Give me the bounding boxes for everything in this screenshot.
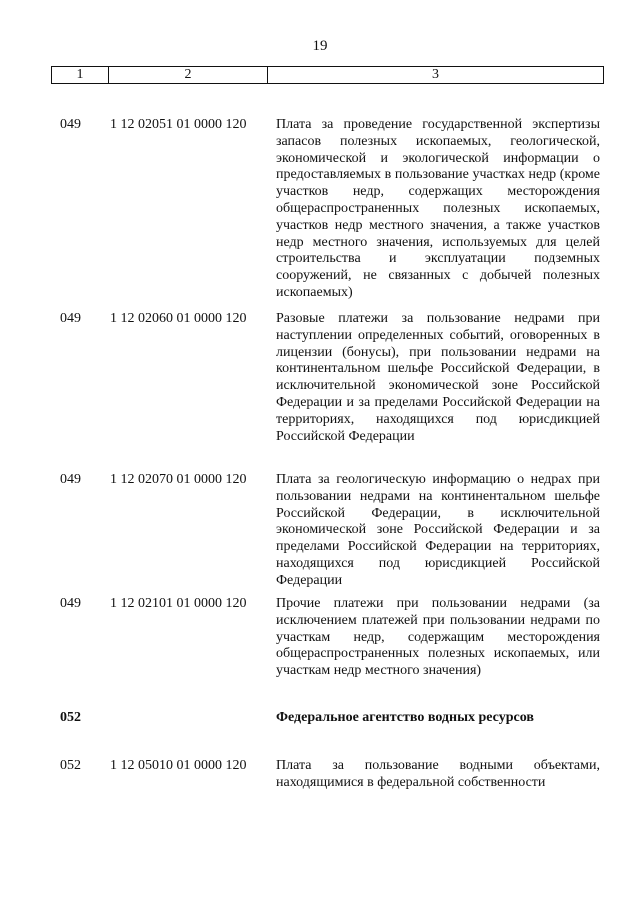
agency-name: Федеральное агентство водных ресурсов	[276, 710, 534, 725]
revenue-code: 1 12 05010 01 0000 120	[110, 758, 247, 773]
admin-code: 049	[60, 117, 81, 132]
admin-code: 052	[60, 758, 81, 773]
revenue-name: Разовые платежи за пользование недрами при наступлении определенных событий, оговоренных в лицензии (бонусы), при пользовании недрами на континентальном шельфе Российской Федерации, в исключительной экономической зоне Российской Федерации и за пределами Российской Федерации на территориях, находящихся под юрисдикцией Российской Федерации	[276, 311, 600, 444]
revenue-name: Плата за проведение государственной экспертизы запасов полезных ископаемых, геологической, экономической и экологической информации о предоставляемых в пользование участках недр (кроме участков недр, содержащих месторождения общераспространенных полезных ископаемых, участков недр местного значения, а также участков недр местного значения, используемых для целей строительства и эксплуатации подземных сооружений, не связанных с добычей полезных ископаемых)	[276, 117, 600, 300]
revenue-name: Плата за пользование водными объектами, находящимися в федеральной собственности	[276, 758, 600, 790]
admin-code: 052	[60, 710, 81, 725]
admin-code: 049	[60, 472, 81, 487]
revenue-code: 1 12 02101 01 0000 120	[110, 596, 247, 611]
revenue-code: 1 12 02070 01 0000 120	[110, 472, 247, 487]
revenue-name: Плата за геологическую информацию о недрах при пользовании недрами на континентальном шельфе Российской Федерации, в исключительной экономической зоне Российской Федерации и за пределами Российской Федерации на территориях, находящихся под юрисдикцией Российской Федерации	[276, 472, 600, 588]
header-col-1: 1	[52, 67, 109, 83]
revenue-code: 1 12 02060 01 0000 120	[110, 311, 247, 326]
admin-code: 049	[60, 311, 81, 326]
admin-code: 049	[60, 596, 81, 611]
revenue-code: 1 12 02051 01 0000 120	[110, 117, 247, 132]
header-col-2: 2	[109, 67, 268, 83]
page-number: 19	[312, 38, 328, 54]
revenue-name: Прочие платежи при пользовании недрами (за исключением платежей при пользовании недрами по участкам недр, содержащим месторождения общераспространенных полезных ископаемых, или участкам недр местного значения)	[276, 596, 600, 679]
table-header	[51, 66, 604, 84]
header-col-3: 3	[432, 67, 439, 82]
